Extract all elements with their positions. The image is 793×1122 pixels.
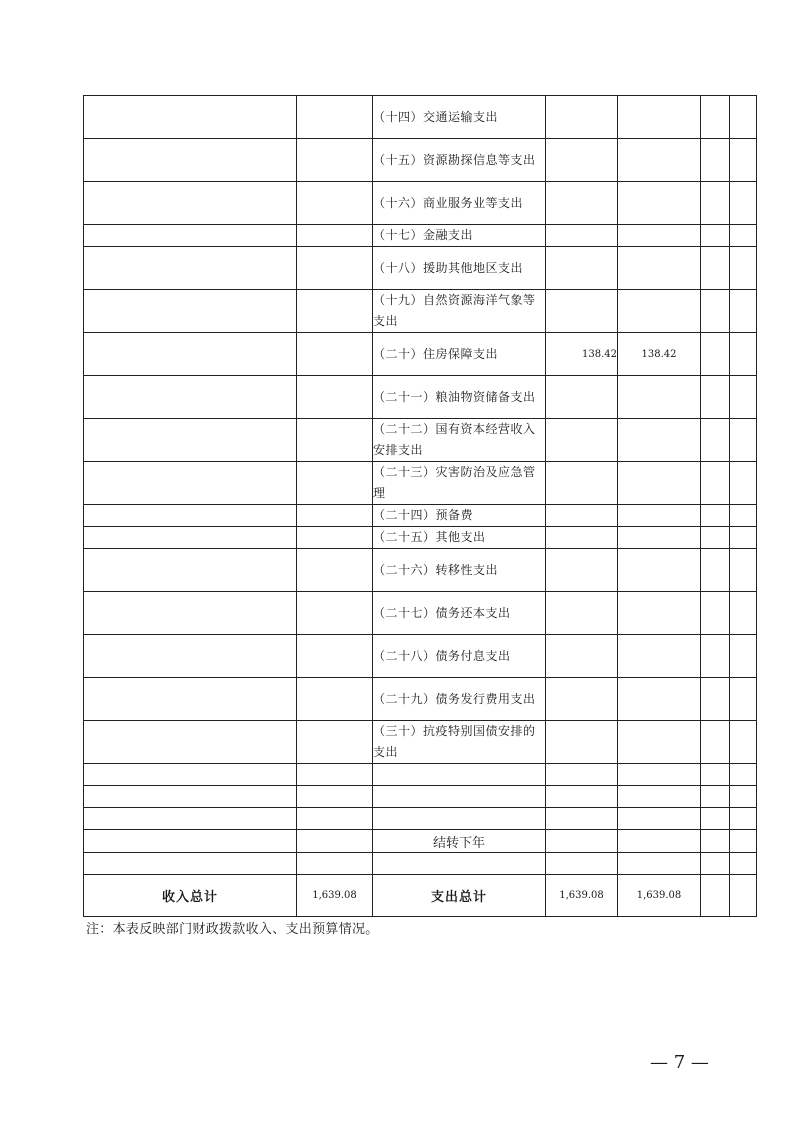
expense-amount-cell (546, 764, 618, 786)
income-item-cell (84, 419, 297, 462)
table-row (84, 247, 757, 290)
table-row (84, 419, 757, 462)
income-amount-cell (297, 182, 373, 225)
expense-amount-cell (546, 182, 618, 225)
expense-amount-cell (546, 505, 618, 527)
expense-category-cell (373, 764, 546, 786)
expense-amount-cell (546, 808, 618, 830)
expense-category-cell: （二十五）其他支出 (373, 527, 546, 549)
expense-amount-cell (546, 830, 618, 853)
income-item-cell (84, 505, 297, 527)
expense-amount-cell-2 (618, 376, 701, 419)
expense-amount-cell-2 (618, 786, 701, 808)
extra-cell (701, 549, 730, 592)
table-row (84, 527, 757, 549)
extra-cell (730, 764, 757, 786)
income-amount-cell (297, 853, 373, 875)
income-item-cell (84, 376, 297, 419)
income-amount-cell (297, 290, 373, 333)
table-row (84, 721, 757, 764)
expense-category-cell: （十六）商业服务业等支出 (373, 182, 546, 225)
expense-category-cell: （二十二）国有资本经营收入安排支出 (373, 419, 546, 462)
table-row (84, 290, 757, 333)
income-item-cell (84, 182, 297, 225)
expense-amount-cell (546, 786, 618, 808)
income-item-cell (84, 830, 297, 853)
income-amount-cell (297, 505, 373, 527)
table-row (84, 830, 757, 853)
table-row (84, 96, 757, 139)
expense-amount-cell (546, 225, 618, 247)
extra-cell (730, 830, 757, 853)
extra-cell (730, 853, 757, 875)
extra-cell (730, 247, 757, 290)
income-item-cell (84, 527, 297, 549)
expense-category-cell: （二十九）债务发行费用支出 (373, 678, 546, 721)
extra-cell (730, 139, 757, 182)
income-amount-cell (297, 786, 373, 808)
extra-cell (701, 786, 730, 808)
expense-category-cell: （二十一）粮油物资储备支出 (373, 376, 546, 419)
income-item-cell (84, 333, 297, 376)
extra-cell (730, 376, 757, 419)
extra-cell (730, 527, 757, 549)
extra-cell (730, 182, 757, 225)
expense-amount-cell-2 (618, 247, 701, 290)
expense-total-value-2: 1,639.08 (618, 875, 701, 917)
expense-amount-cell (546, 853, 618, 875)
expense-category-cell: （十八）援助其他地区支出 (373, 247, 546, 290)
extra-cell (730, 419, 757, 462)
expense-amount-cell: 138.42 (546, 333, 618, 376)
extra-cell (701, 875, 730, 917)
extra-cell (730, 808, 757, 830)
expense-amount-cell-2 (618, 853, 701, 875)
expense-amount-cell (546, 721, 618, 764)
extra-cell (730, 462, 757, 505)
income-item-cell (84, 247, 297, 290)
extra-cell (701, 182, 730, 225)
table-row (84, 678, 757, 721)
expense-amount-cell-2 (618, 419, 701, 462)
extra-cell (701, 333, 730, 376)
expense-amount-cell-2 (618, 139, 701, 182)
extra-cell (701, 808, 730, 830)
extra-cell (701, 139, 730, 182)
extra-cell (730, 592, 757, 635)
extra-cell (701, 505, 730, 527)
extra-cell (701, 764, 730, 786)
table-note: 注：本表反映部门财政拨款收入、支出预算情况。 (86, 922, 379, 937)
income-item-cell (84, 635, 297, 678)
income-amount-cell (297, 96, 373, 139)
table-row (84, 182, 757, 225)
income-amount-cell (297, 225, 373, 247)
income-amount-cell (297, 527, 373, 549)
expense-category-cell: （二十）住房保障支出 (373, 333, 546, 376)
income-item-cell (84, 721, 297, 764)
income-item-cell (84, 786, 297, 808)
extra-cell (701, 678, 730, 721)
income-total-value: 1,639.08 (297, 875, 373, 917)
expense-amount-cell-2 (618, 635, 701, 678)
expense-category-cell: （二十四）预备费 (373, 505, 546, 527)
income-amount-cell (297, 419, 373, 462)
expense-amount-cell (546, 290, 618, 333)
income-item-cell (84, 592, 297, 635)
extra-cell (730, 290, 757, 333)
expense-category-cell: （二十六）转移性支出 (373, 549, 546, 592)
expense-total-value: 1,639.08 (546, 875, 618, 917)
income-amount-cell (297, 462, 373, 505)
extra-cell (701, 830, 730, 853)
table-row (84, 462, 757, 505)
income-amount-cell (297, 721, 373, 764)
expense-amount-cell-2 (618, 290, 701, 333)
extra-cell (730, 875, 757, 917)
expense-amount-cell (546, 527, 618, 549)
income-amount-cell (297, 830, 373, 853)
expense-amount-cell-2 (618, 592, 701, 635)
expense-amount-cell (546, 376, 618, 419)
expense-amount-cell-2 (618, 527, 701, 549)
table-row (84, 505, 757, 527)
expense-amount-cell-2 (618, 96, 701, 139)
income-item-cell (84, 96, 297, 139)
extra-cell (730, 549, 757, 592)
extra-cell (701, 225, 730, 247)
income-amount-cell (297, 139, 373, 182)
extra-cell (701, 853, 730, 875)
extra-cell (701, 721, 730, 764)
expense-amount-cell-2 (618, 721, 701, 764)
extra-cell (701, 527, 730, 549)
expense-category-cell: （十七）金融支出 (373, 225, 546, 247)
income-amount-cell (297, 333, 373, 376)
extra-cell (701, 592, 730, 635)
income-amount-cell (297, 592, 373, 635)
expense-amount-cell (546, 96, 618, 139)
income-amount-cell (297, 376, 373, 419)
table-row (84, 786, 757, 808)
income-item-cell (84, 678, 297, 721)
extra-cell (730, 721, 757, 764)
expense-category-cell: （二十三）灾害防治及应急管理 (373, 462, 546, 505)
expense-amount-cell (546, 462, 618, 505)
expense-amount-cell (546, 139, 618, 182)
table-row (84, 764, 757, 786)
expense-category-cell: （二十八）债务付息支出 (373, 635, 546, 678)
income-item-cell (84, 290, 297, 333)
table-row (84, 139, 757, 182)
expense-amount-cell (546, 592, 618, 635)
table-body (84, 96, 757, 917)
extra-cell (701, 96, 730, 139)
extra-cell (730, 333, 757, 376)
budget-table (83, 95, 757, 917)
table-row (84, 549, 757, 592)
expense-amount-cell-2 (618, 830, 701, 853)
expense-amount-cell (546, 549, 618, 592)
expense-amount-cell (546, 635, 618, 678)
extra-cell (730, 786, 757, 808)
extra-cell (730, 678, 757, 721)
expense-amount-cell-2 (618, 462, 701, 505)
extra-cell (701, 376, 730, 419)
expense-category-cell: （十九）自然资源海洋气象等支出 (373, 290, 546, 333)
expense-amount-cell-2 (618, 808, 701, 830)
expense-amount-cell-2 (618, 764, 701, 786)
extra-cell (701, 635, 730, 678)
income-item-cell (84, 462, 297, 505)
table-row (84, 808, 757, 830)
table-row (84, 853, 757, 875)
income-amount-cell (297, 808, 373, 830)
expense-category-cell: （十五）资源勘探信息等支出 (373, 139, 546, 182)
income-amount-cell (297, 635, 373, 678)
expense-category-cell: （十四）交通运输支出 (373, 96, 546, 139)
expense-category-cell (373, 786, 546, 808)
expense-category-cell: （三十）抗疫特别国债安排的支出 (373, 721, 546, 764)
income-amount-cell (297, 678, 373, 721)
extra-cell (701, 247, 730, 290)
table-row (84, 592, 757, 635)
expense-total-label: 支出总计 (373, 875, 546, 917)
expense-amount-cell-2: 138.42 (618, 333, 701, 376)
income-item-cell (84, 549, 297, 592)
income-item-cell (84, 808, 297, 830)
expense-category-cell (373, 853, 546, 875)
income-item-cell (84, 764, 297, 786)
table-row (84, 635, 757, 678)
expense-amount-cell-2 (618, 182, 701, 225)
table-row (84, 376, 757, 419)
extra-cell (730, 505, 757, 527)
income-amount-cell (297, 549, 373, 592)
expense-category-cell (373, 808, 546, 830)
page-number: — 7 — (650, 1052, 709, 1073)
extra-cell (730, 96, 757, 139)
income-total-label: 收入总计 (84, 875, 297, 917)
income-item-cell (84, 225, 297, 247)
extra-cell (701, 419, 730, 462)
expense-amount-cell (546, 247, 618, 290)
expense-amount-cell (546, 419, 618, 462)
expense-amount-cell (546, 678, 618, 721)
carry-forward-label: 结转下年 (373, 830, 546, 853)
extra-cell (701, 290, 730, 333)
table-row (84, 333, 757, 376)
expense-amount-cell-2 (618, 505, 701, 527)
table-row (84, 225, 757, 247)
income-amount-cell (297, 764, 373, 786)
extra-cell (730, 635, 757, 678)
extra-cell (730, 225, 757, 247)
totals-row (84, 875, 757, 917)
expense-category-cell: （二十七）债务还本支出 (373, 592, 546, 635)
expense-amount-cell-2 (618, 549, 701, 592)
extra-cell (701, 462, 730, 505)
income-amount-cell (297, 247, 373, 290)
expense-amount-cell-2 (618, 225, 701, 247)
income-item-cell (84, 853, 297, 875)
income-item-cell (84, 139, 297, 182)
expense-amount-cell-2 (618, 678, 701, 721)
